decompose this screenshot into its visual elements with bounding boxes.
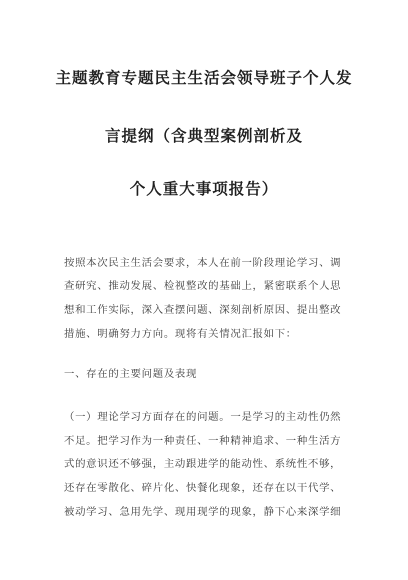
title-line-2: 言提纲（含典型案例剖析及 (104, 126, 303, 145)
intro-line-3: 想和工作实际，深入查摆问题、深刻剖析原因、提出整改 (64, 304, 342, 316)
intro-line-4: 措施、明确努力方向。现将有关情况汇报如下： (64, 328, 297, 340)
title-line-3: 个人重大事项报告） (129, 179, 279, 198)
paragraph-line-3: 式的意识还不够强，主动跟进学的能动性、系统性不够， (64, 458, 342, 470)
section-heading: 一、存在的主要问题及表现 (64, 368, 198, 380)
paragraph-line-1: （一）理论学习方面存在的问题。一是学习的主动性仍然 (64, 411, 342, 423)
intro-line-1: 按照本次民主生活会要求，本人在前一阶段理论学习、调 (64, 257, 342, 269)
intro-line-2: 查研究、推动发展、检视整改的基础上，紧密联系个人思 (64, 280, 342, 292)
title-line-1: 主题教育专题民主生活会领导班子个人发 (55, 68, 353, 87)
paragraph-line-5: 被动学习、急用先学、现用现学的现象，静下心来深学细 (64, 506, 342, 518)
paragraph-line-2: 不足。把学习作为一种责任、一种精神追求、一种生活方 (64, 435, 342, 447)
paragraph-line-4: 还存在零散化、碎片化、快餐化现象，还存在以干代学、 (64, 482, 342, 494)
